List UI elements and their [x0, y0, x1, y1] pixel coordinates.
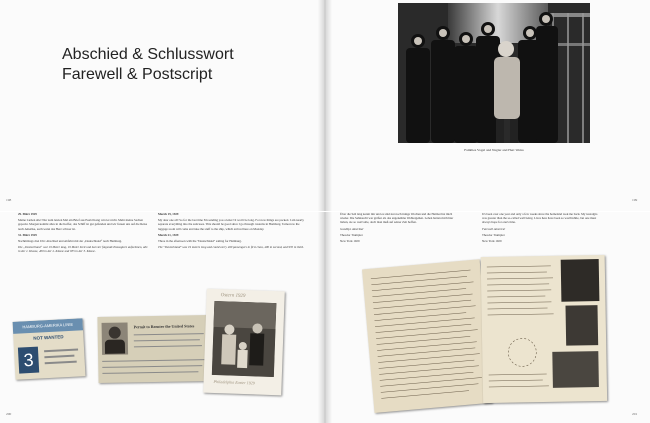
- page-number-left: 200: [6, 412, 12, 416]
- family-photo-image: [212, 301, 277, 377]
- page-number-right: 201: [632, 412, 638, 416]
- ticket-header: HAMBURG-AMERIKA LINIE: [13, 318, 84, 334]
- paragraph: My dear one all! So for the last time I'm sending you a letter! It won't be long. For now things are packed. I am nearly separate everything into the suitcases. This should be good since I go through customs in Hamburg. Tomorrow the luggage room will come and take the stuff to the ship, which arrived here on Monday.: [158, 218, 304, 231]
- photo-caption: Families Vogel and Nagler and Herr Weiss: [464, 148, 524, 152]
- paragraph: Goodbye Amerika!: [340, 226, 364, 231]
- paragraph: New York 1929: [340, 239, 360, 244]
- page-title: [62, 45, 234, 85]
- page-fold: [318, 212, 332, 423]
- paragraph: 29. März 1929: [18, 212, 37, 216]
- paragraph: Three in the afternoon with the "Deutschland" sailing for Hamburg.: [158, 239, 242, 244]
- permit-title: Permit to Reenter the United States: [133, 323, 195, 330]
- ship-ticket: [13, 318, 86, 380]
- paragraph: The "Deutschland" was 19 meters long and could carry 400 passengers in first class, 400 in second, and 935 in third.: [158, 245, 304, 250]
- paragraph: It's been over one year and only a few weeks since the homeland took me back. My nostalgia was greater than the so-called well being. Lives here have been so worthwhile, but one must always hope for one's time.: [482, 212, 598, 225]
- group-photo-illustration: [398, 3, 590, 143]
- paragraph: Die „Deutschland“ war 19 Meter lang, 19 Meter breit und hat vier folgende Passagiere aufnehmen, alle in der 1. Klasse, 400 in der 2. Klasse und 935 in der 3. Klasse.: [18, 245, 148, 254]
- diary-right-page: [481, 255, 608, 403]
- title-german: Abschied & Schlusswort: [62, 46, 234, 63]
- text-column-german: [18, 212, 148, 256]
- page-number-left: 198: [6, 198, 12, 202]
- paragraph: Theodor Trumpler: [340, 232, 363, 237]
- group-photo: [398, 3, 590, 143]
- paragraph: Meine Lieben alle! Nur zum letzten Mal ein Brief aus Euald Kang wird er nicht. Mehr meine Sachen gepackt. Morgen kommt alles in die Koffer, das Schiff ist gut gefunden und wir freuen uns auf die Reise nach Amerika, auch wenn das Herz schwer ist.: [18, 218, 148, 231]
- top-spread: [0, 0, 650, 211]
- text-column-english-right: [482, 212, 602, 245]
- permit-portrait: [102, 322, 129, 354]
- text-column-english: [158, 212, 306, 251]
- paragraph: March 21, 1929: [158, 232, 179, 237]
- bottom-spread: [0, 212, 650, 423]
- paragraph: Theodor Trumpler: [482, 232, 505, 237]
- reentry-permit: [97, 315, 210, 383]
- ticket-number: 3: [18, 347, 39, 374]
- page-number-right: 199: [632, 198, 638, 202]
- paragraph: March 19, 1929: [158, 212, 179, 216]
- page-fold: [318, 0, 332, 211]
- family-photo: [203, 289, 285, 396]
- paragraph: 31. März 1929: [18, 232, 37, 237]
- photo-date: Ostern 1929: [220, 293, 246, 300]
- photo-inscription: Philadelphia Easter 1929: [213, 378, 255, 386]
- diary-left-page: [362, 259, 492, 413]
- ticket-label: NOT WANTED: [33, 334, 64, 341]
- title-english: Farewell & Postscript: [62, 66, 213, 83]
- paragraph: New York 1929: [482, 239, 502, 244]
- paragraph: Nachmittags drei Uhr: Abschied und Abfahrt mit der „Deutschland“ nach Hamburg.: [18, 239, 122, 244]
- paragraph: Über die Seh lang konnt mir und es sind nur noch innige Wochen und die Heimat hat mich wieder. Die Sehnsucht war größer als das angenehme Wohlergehen. Leben hatten mich hier lieben, sie so wertvolle, doch man muß auf seiner Zeit hoffen.: [340, 212, 454, 225]
- diary: [365, 254, 608, 412]
- text-column-german-right: [340, 212, 458, 245]
- paragraph: Farewell America!: [482, 226, 506, 231]
